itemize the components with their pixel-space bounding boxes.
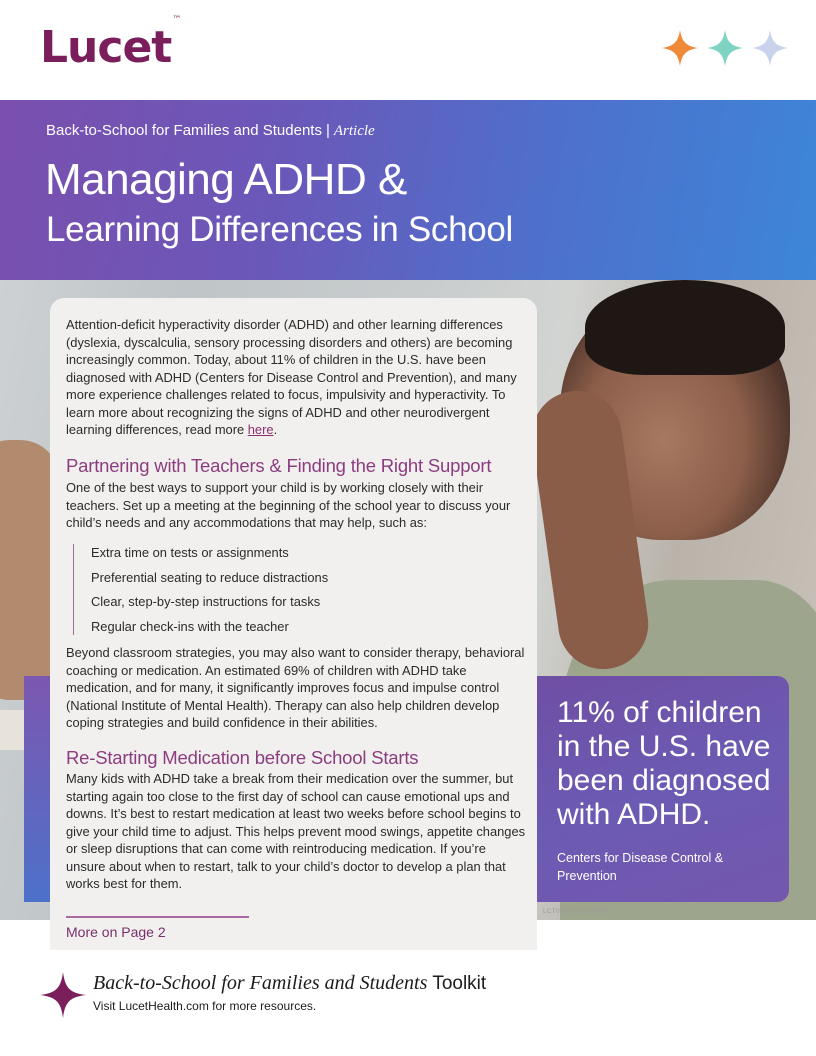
kicker-separator: | [325,122,330,139]
list-item: Clear, step-by-step instructions for tasks [91,594,321,609]
intro-end: . [273,422,278,437]
toolkit-word: Toolkit [432,973,487,994]
logo [40,15,181,73]
student-hair [585,280,785,375]
section2-heading: Re-Starting Medication before School Starts [66,747,419,768]
list-item: Regular check-ins with the teacher [91,618,289,634]
logo-text: Lucet [40,22,172,73]
section2-paragraph: Many kids with ADHD take a break from their medication over the summer, but starting again too close to the first day of school can cause emotional ups and downs. It’s best to restart medication at least two weeks before school begins to give your child time to adjust. This helps prevent mood swings, appetite changes or sleep disruptions that can come with reintroducing medication. If you’re unsure about when to restart, talk to your child’s doctor to develop a plan that works best for them. [66,771,526,891]
section1-heading: Partnering with Teachers & Finding the Right Support [66,455,492,476]
lilac-sparkle-icon [752,30,788,66]
stat-callout [537,676,789,902]
toolkit-title [93,972,486,995]
list-item: Extra time on tests or assignments [91,545,289,560]
page-title-line2: Learning Differences in School [46,210,514,249]
divider [66,916,249,918]
article-kicker [46,122,375,140]
section1-after-paragraph: Beyond classroom strategies, you may also want to consider therapy, behavioral coaching or medication. An estimated 69% of children with ADHD take medication, and for many, it significantly improves focus and impulse control (National Institute of Mental Health). Therapy can also help children develop coping strategies and build confidence in their abilities. [66,645,525,730]
kicker-type: Article [333,123,375,139]
read-more-link[interactable]: here [247,422,274,437]
teal-sparkle-icon [707,30,743,66]
stat-source: Centers for Disease Control & Prevention [557,851,724,883]
toolkit-name: Back-to-School for Families and Students [93,972,428,994]
trademark-symbol: ™ [172,15,181,26]
kicker-series: Back-to-School for Families and Students [46,122,322,139]
accommodations-list [73,544,513,635]
footer-star-icon [40,972,86,1018]
list-item: Preferential seating to reduce distractions [91,569,329,585]
document-code: LCT00193-20250528 [543,908,608,915]
section1-paragraph: One of the best ways to support your child is by working closely with their teachers. Set up a meeting at the beginning of the school year to discuss your child’s needs and any accommodations that may help, such as: [66,480,511,530]
article-card [50,298,537,950]
orange-sparkle-icon [662,30,698,66]
more-on-page-2-link[interactable]: More on Page 2 [66,924,166,940]
page-title-line1: Managing ADHD & [45,155,407,204]
sparkle-icons [662,28,792,68]
stat-headline: 11% of children in the U.S. have been diagnosed with ADHD. [557,696,771,831]
intro-paragraph [66,316,526,439]
header-banner [0,100,816,280]
intro-text: Attention-deficit hyperactivity disorder (ADHD) and other learning differences (dyslexia, dyscalculia, sensory processing disorders and others) are becoming increasingly common. Today, about 11% of children in the U.S. have been diagnosed with ADHD (Centers for Disease Control and Prevention), and many more experience challenges related to focus, impulsivity and hyperactivity. To learn more about recognizing the signs of ADHD and other neurodivergent learning differences, read more [66,317,517,437]
visit-website-text: Visit LucetHealth.com for more resources. [93,999,317,1013]
